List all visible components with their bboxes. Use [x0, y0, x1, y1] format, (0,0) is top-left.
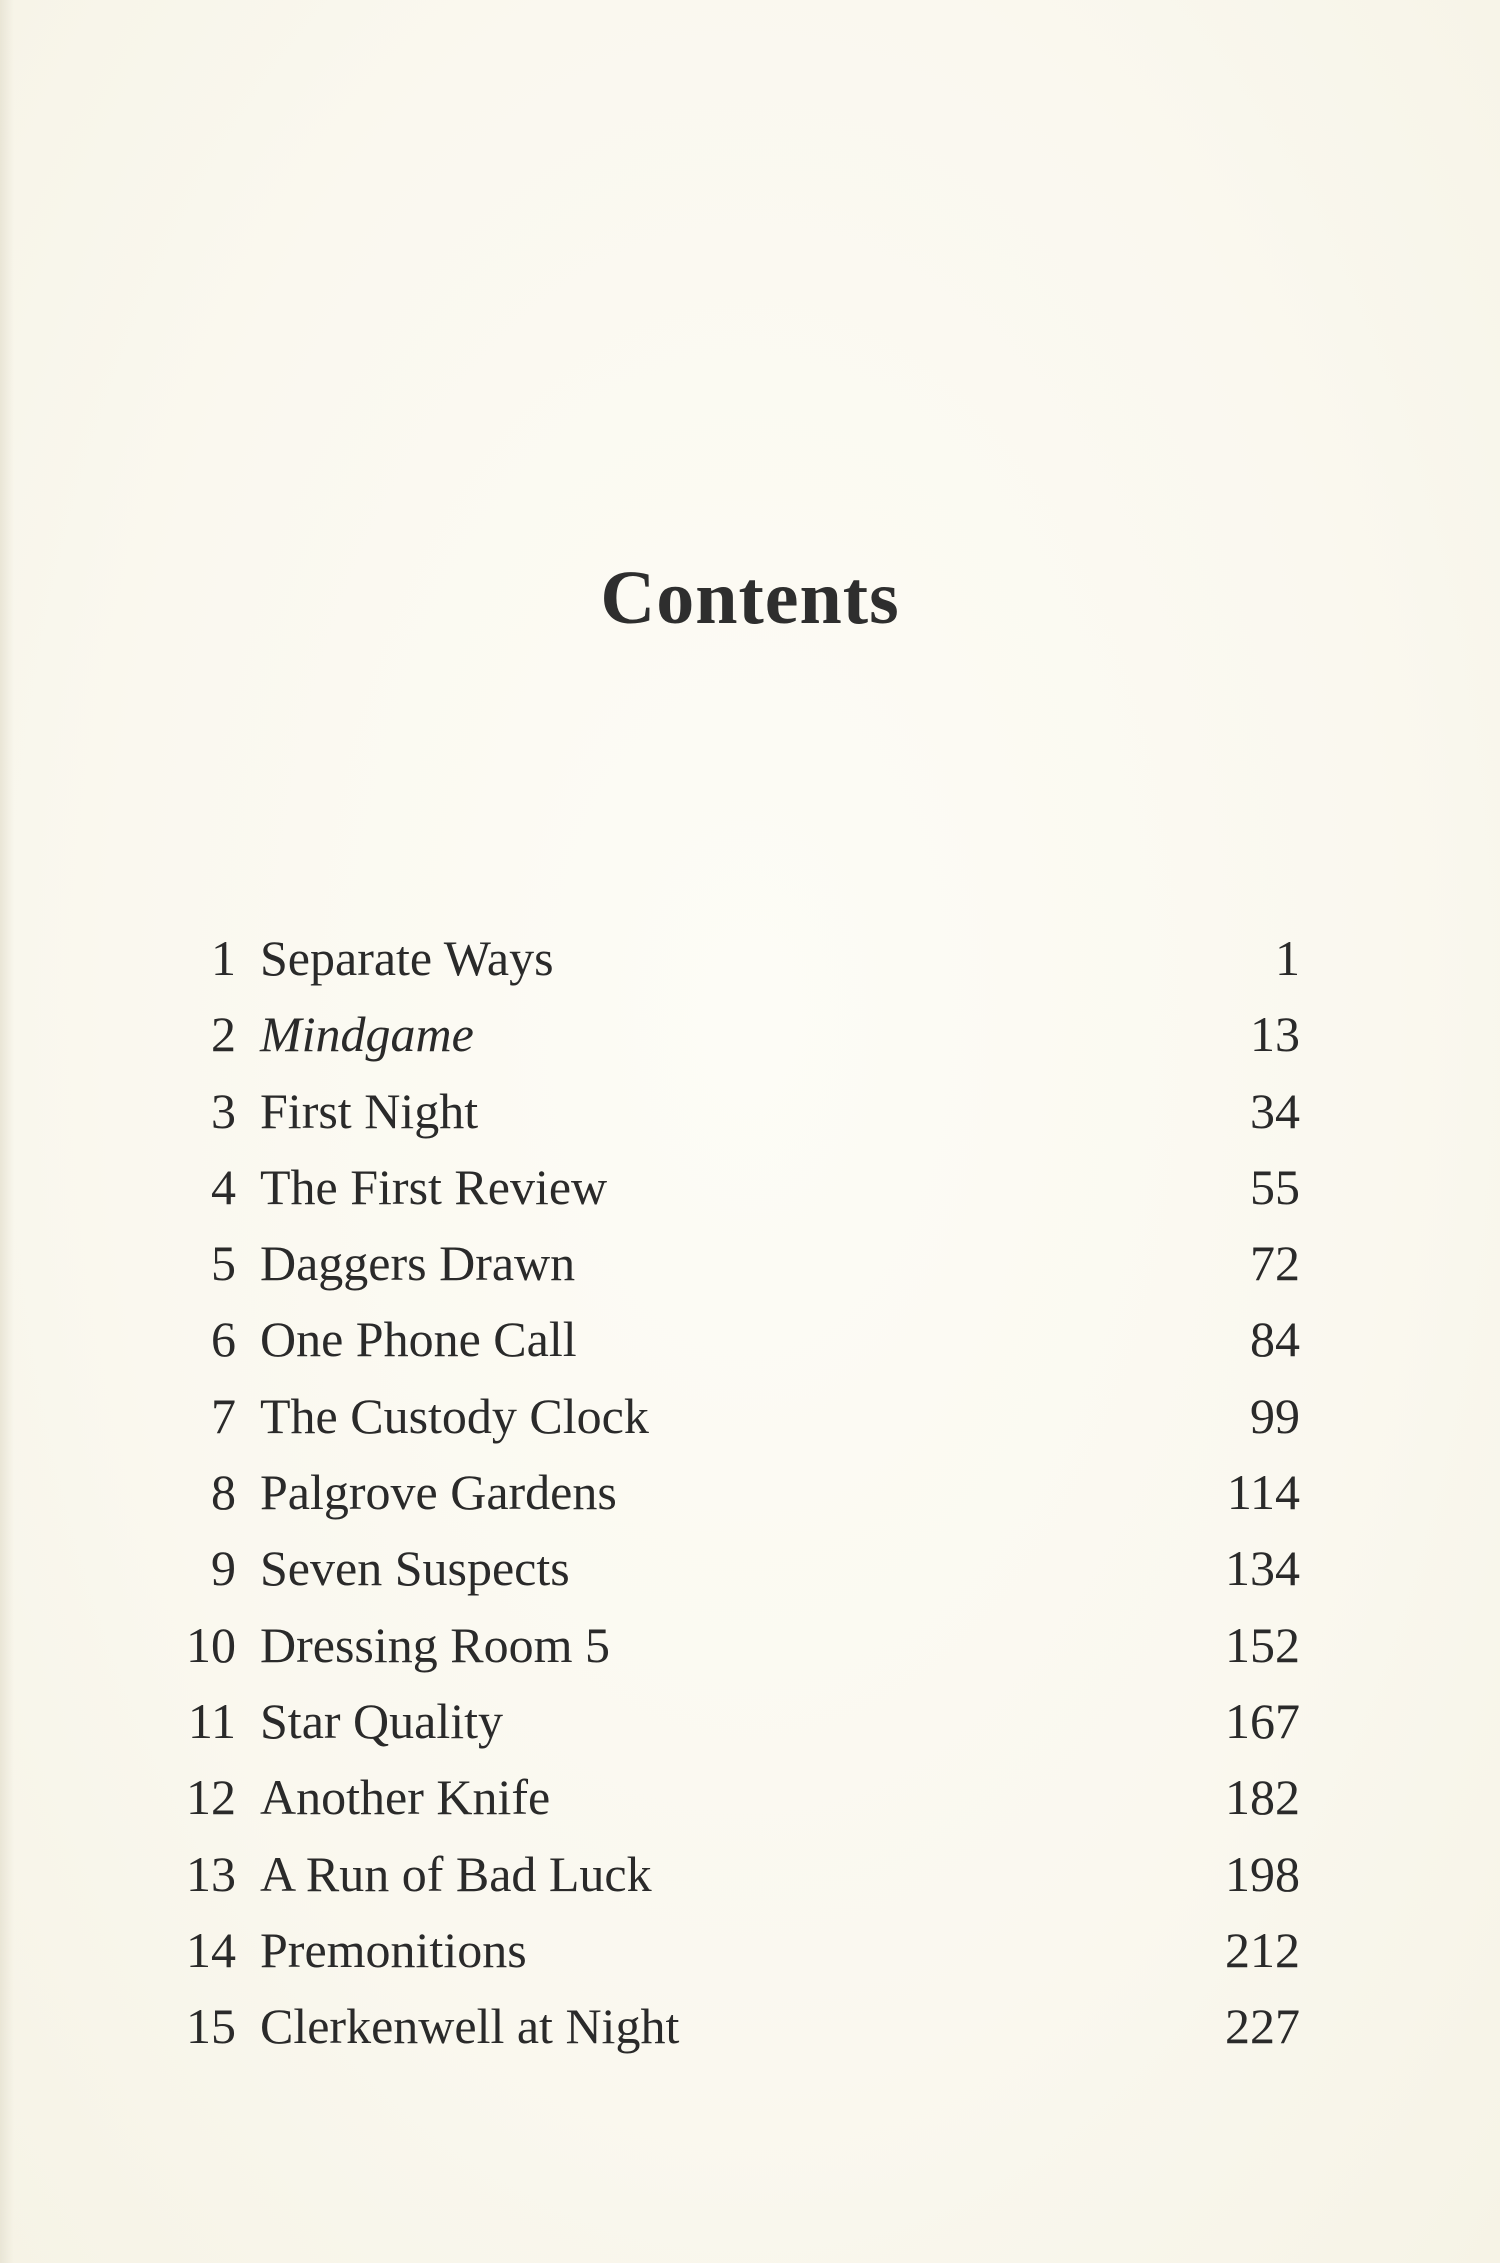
chapter-title: A Run of Bad Luck [260, 1845, 652, 1902]
chapter-number: 7 [211, 1387, 236, 1444]
chapter-title: One Phone Call [260, 1311, 577, 1368]
toc-entry [160, 1683, 1300, 1759]
toc-entry [160, 1759, 1300, 1835]
chapter-number: 4 [211, 1158, 236, 1215]
chapter-title: Separate Ways [260, 930, 554, 986]
toc-entry [160, 1378, 1300, 1454]
chapter-number: 11 [187, 1692, 236, 1749]
chapter-number: 15 [186, 1998, 236, 2055]
toc-entry [160, 1988, 1300, 2064]
chapter-title: Star Quality [260, 1692, 504, 1749]
toc-entry [160, 1607, 1300, 1683]
page-edge-shadow [0, 0, 14, 2263]
chapter-page-number: 84 [1250, 1311, 1300, 1368]
toc-entry [160, 1912, 1300, 1988]
chapter-title: Mindgame [260, 1006, 474, 1063]
chapter-number: 6 [211, 1311, 236, 1368]
chapter-number: 10 [186, 1616, 236, 1673]
toc-entry [160, 920, 1300, 996]
chapter-page-number: 114 [1226, 1464, 1300, 1521]
chapter-page-number: 34 [1250, 1082, 1300, 1139]
chapter-title: Premonitions [260, 1921, 527, 1978]
contents-heading: Contents [600, 555, 900, 640]
toc-entry [160, 1454, 1300, 1530]
chapter-number: 8 [211, 1464, 236, 1521]
chapter-title: Palgrove Gardens [260, 1464, 617, 1521]
toc-entry [160, 1149, 1300, 1225]
chapter-title: Clerkenwell at Night [260, 1998, 680, 2055]
toc-entry [160, 1073, 1300, 1149]
chapter-page-number: 198 [1225, 1845, 1300, 1902]
chapter-page-number: 13 [1250, 1006, 1300, 1063]
chapter-page-number: 212 [1225, 1921, 1300, 1978]
chapter-title: First Night [260, 1082, 479, 1139]
chapter-number: 9 [211, 1540, 236, 1597]
chapter-page-number: 99 [1250, 1387, 1300, 1444]
chapter-page-number: 55 [1250, 1158, 1300, 1215]
toc-entry [160, 1301, 1300, 1377]
chapter-number: 2 [211, 1006, 236, 1063]
chapter-page-number: 134 [1225, 1540, 1300, 1597]
chapter-page-number: 227 [1225, 1998, 1300, 2055]
toc-entry [160, 996, 1300, 1072]
chapter-title: Dressing Room 5 [260, 1616, 610, 1673]
chapter-page-number: 167 [1225, 1692, 1300, 1749]
chapter-title: Another Knife [260, 1769, 551, 1826]
chapter-page-number: 72 [1250, 1235, 1300, 1292]
chapter-page-number: 182 [1225, 1769, 1300, 1826]
toc-entry [160, 1530, 1300, 1606]
table-of-contents [160, 920, 1300, 2064]
chapter-number: 13 [186, 1845, 236, 1902]
chapter-title: Daggers Drawn [260, 1235, 576, 1292]
toc-entry [160, 1836, 1300, 1912]
toc-entry [160, 1225, 1300, 1301]
chapter-number: 1 [211, 930, 236, 986]
chapter-number: 3 [211, 1082, 236, 1139]
chapter-page-number: 152 [1225, 1616, 1300, 1673]
chapter-page-number: 1 [1275, 930, 1300, 986]
chapter-title: The Custody Clock [260, 1387, 649, 1444]
chapter-number: 14 [186, 1921, 236, 1978]
chapter-number: 5 [211, 1235, 236, 1292]
chapter-title: The First Review [260, 1158, 608, 1215]
chapter-title: Seven Suspects [260, 1540, 570, 1597]
chapter-number: 12 [186, 1769, 236, 1826]
